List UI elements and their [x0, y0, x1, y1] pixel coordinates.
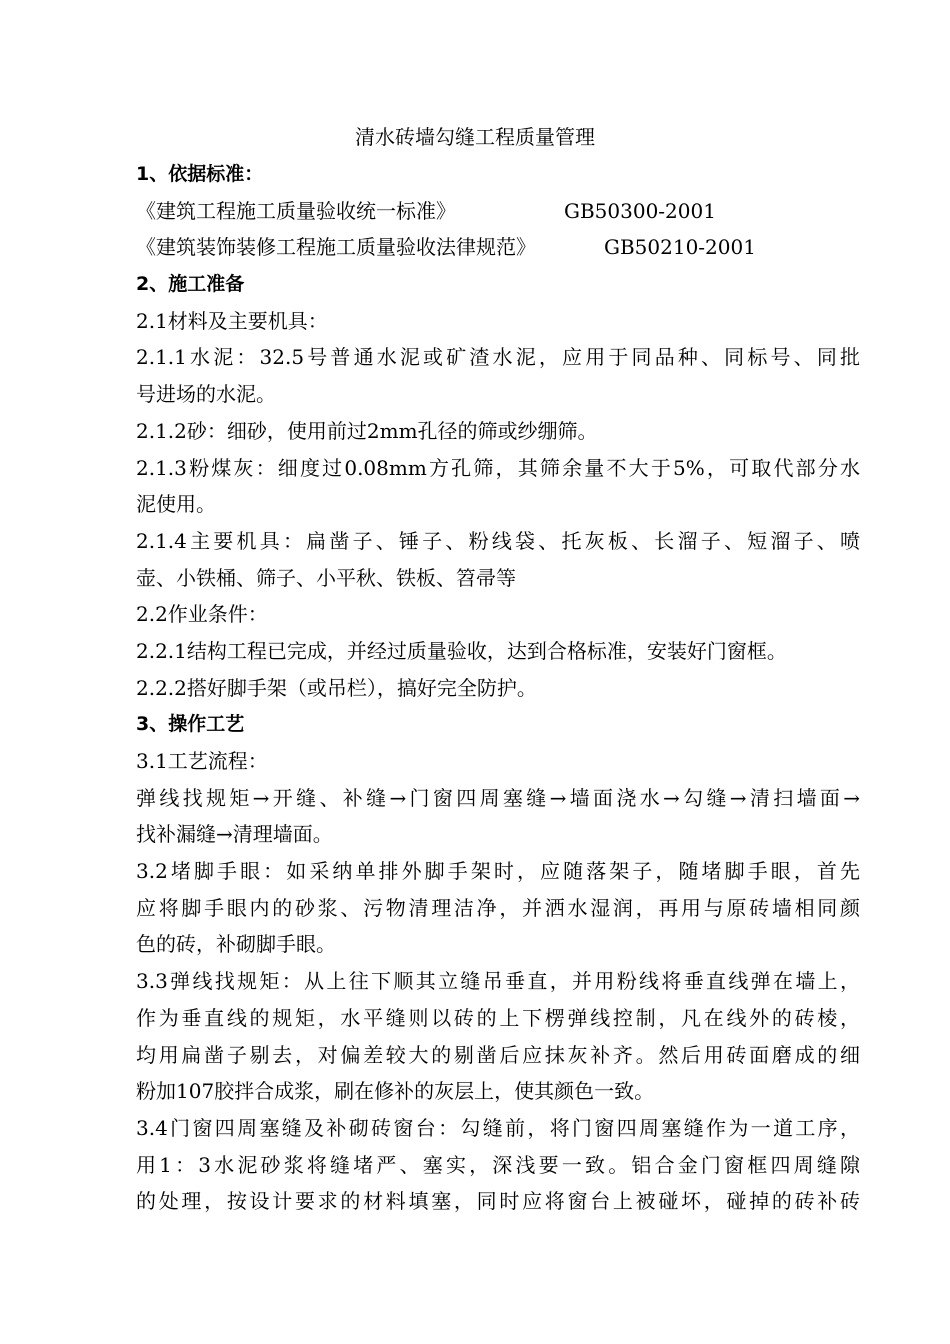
standard-code: GB50300-2001	[564, 198, 716, 223]
paragraph-line: 2.1.3粉煤灰：细度过0.08mm方孔筛，其筛余量不大于5%，可取代部分水	[136, 455, 860, 480]
standard-name: 《建筑工程施工质量验收统一标准》	[136, 198, 456, 223]
paragraph-line: 壶、小铁桶、筛子、小平秋、铁板、笤帚等	[136, 565, 516, 590]
document-title: 清水砖墙勾缝工程质量管理	[355, 125, 595, 149]
standard-line	[136, 229, 860, 266]
standard-line	[136, 193, 860, 230]
paragraph-line: 作为垂直线的规矩，水平缝则以砖的上下楞弹线控制，凡在线外的砖棱，	[136, 1005, 860, 1030]
paragraph-line: 3.1工艺流程：	[136, 749, 268, 773]
paragraph-line: 均用扁凿子剔去，对偏差较大的剔凿后应抹灰补齐。然后用砖面磨成的细	[136, 1042, 860, 1067]
paragraph-line: 的处理，按设计要求的材料填塞，同时应将窗台上被碰坏，碰掉的砖补砖	[136, 1189, 860, 1214]
paragraph-line: 2.2.1结构工程已完成，并经过质量验收，达到合格标准，安装好门窗框。	[136, 638, 787, 663]
paragraph-line: 粉加107胶拌合成浆，刷在修补的灰层上，使其颜色一致。	[136, 1079, 655, 1104]
paragraph-line: 应将脚手眼内的砂浆、污物清理洁净，并洒水湿润，再用与原砖墙相同颜	[136, 895, 860, 920]
paragraph-line: 3.4门窗四周塞缝及补砌砖窗台：勾缝前，将门窗四周塞缝作为一道工序，	[136, 1115, 860, 1140]
paragraph-line: 2.1.2砂：细砂，使用前过2mm孔径的筛或纱绷筛。	[136, 418, 598, 443]
paragraph-line: 号进场的水泥。	[136, 382, 276, 407]
paragraph-line: 找补漏缝→清理墙面。	[136, 822, 333, 847]
paragraph-line: 2.2作业条件：	[136, 602, 268, 627]
paragraph-line: 色的砖，补砌脚手眼。	[136, 932, 336, 957]
paragraph-line: 弹线找规矩→开缝、补缝→门窗四周塞缝→墙面浇水→勾缝→清扫墙面→	[136, 785, 860, 810]
section-heading-operation: 3、操作工艺	[136, 713, 245, 736]
paragraph-line: 2.1.1水泥：32.5号普通水泥或矿渣水泥，应用于同品种、同标号、同批	[136, 345, 860, 370]
standard-code: GB50210-2001	[604, 235, 756, 260]
section-heading-preparation: 2、施工准备	[136, 273, 245, 296]
paragraph-line: 2.1.4主要机具：扁凿子、锤子、粉线袋、托灰板、长溜子、短溜子、喷	[136, 528, 860, 553]
paragraph-line: 2.1材料及主要机具：	[136, 308, 328, 333]
paragraph-line: 2.2.2搭好脚手架（或吊栏），搞好完全防护。	[136, 675, 537, 700]
section-heading-basis: 1、依据标准：	[136, 163, 264, 185]
paragraph-line: 3.2堵脚手眼：如采纳单排外脚手架时，应随落架子，随堵脚手眼，首先	[136, 859, 860, 884]
paragraph-line: 3.3弹线找规矩：从上往下顺其立缝吊垂直，并用粉线将垂直线弹在墙上，	[136, 969, 860, 994]
document-body	[136, 156, 860, 1220]
paragraph-line: 泥使用。	[136, 492, 216, 517]
paragraph-line: 用1：3水泥砂浆将缝堵严、塞实，深浅要一致。铝合金门窗框四周缝隙	[136, 1152, 860, 1177]
standard-name: 《建筑装饰装修工程施工质量验收法律规范》	[136, 235, 536, 260]
